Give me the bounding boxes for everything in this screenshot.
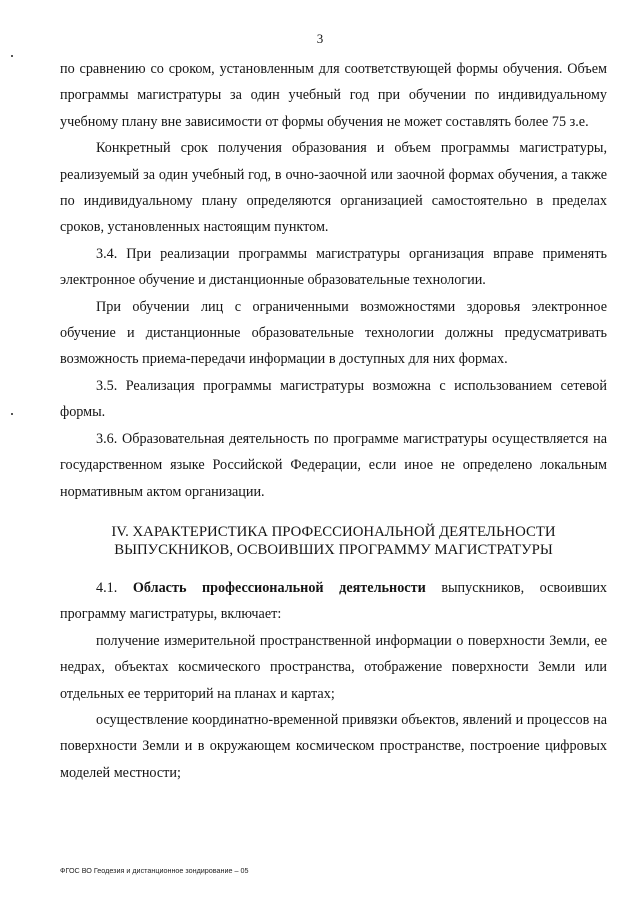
clause-number: 4.1.	[96, 579, 118, 596]
page-number: 3	[316, 31, 324, 46]
paragraph: 3.6. Образовательная деятельность по программе магистратуры осуществляется на государственном языке Российской Федерации, если иное не определено локальным нормативным актом организации.	[60, 430, 607, 500]
bold-term: Область профессиональной деятельности	[132, 579, 426, 596]
paragraph: 3.4. При реализации программы магистратуры организация вправе применять электронное обучение и дистанционные образовательные технологии.	[60, 245, 607, 289]
section-heading-line: IV. ХАРАКТЕРИСТИКА ПРОФЕССИОНАЛЬНОЙ ДЕЯТЕЛЬНОСТИ	[111, 523, 556, 540]
paragraph: получение измерительной пространственной информации о поверхности Земли, ее недрах, объектах космического пространства, отображение поверхности Земли или отдельных ее территорий на планах и картах;	[60, 632, 607, 702]
paragraph: осуществление координатно-временной привязки объектов, явлений и процессов на поверхности Земли и в окружающем космическом пространстве, построение цифровых моделей местности;	[60, 711, 607, 781]
paragraph: При обучении лиц с ограниченными возможностями здоровья электронное обучение и дистанционные образовательные технологии должны предусматривать возможность приема-передачи информации в доступных для них формах.	[60, 298, 607, 368]
document-body	[60, 56, 607, 786]
scan-margin-mark	[11, 413, 13, 415]
paragraph: Конкретный срок получения образования и объем программы магистратуры, реализуемый за один учебный год, в очно-заочной или заочной формах обучения, а также по индивидуальному плану определяются организацией самостоятельно в пределах сроков, установленных настоящим пунктом.	[60, 140, 607, 236]
section-heading-line: ВЫПУСКНИКОВ, ОСВОИВШИХ ПРОГРАММУ МАГИСТРАТУРЫ	[114, 541, 553, 558]
scan-margin-mark	[11, 55, 13, 57]
paragraph	[60, 575, 607, 628]
paragraph: 3.5. Реализация программы магистратуры возможна с использованием сетевой формы.	[60, 377, 607, 421]
paragraph-text: выпускников, освоивших программу магистратуры, включает:	[60, 579, 608, 623]
document-footer: ФГОС ВО Геодезия и дистанционное зондирование – 05	[60, 866, 249, 875]
paragraph: по сравнению со сроком, установленным для соответствующей формы обучения. Объем программы магистратуры за один учебный год при обучении по индивидуальному учебному плану вне зависимости от формы обучения не может составлять более 75 з.е.	[60, 61, 607, 130]
section-heading	[60, 523, 607, 559]
